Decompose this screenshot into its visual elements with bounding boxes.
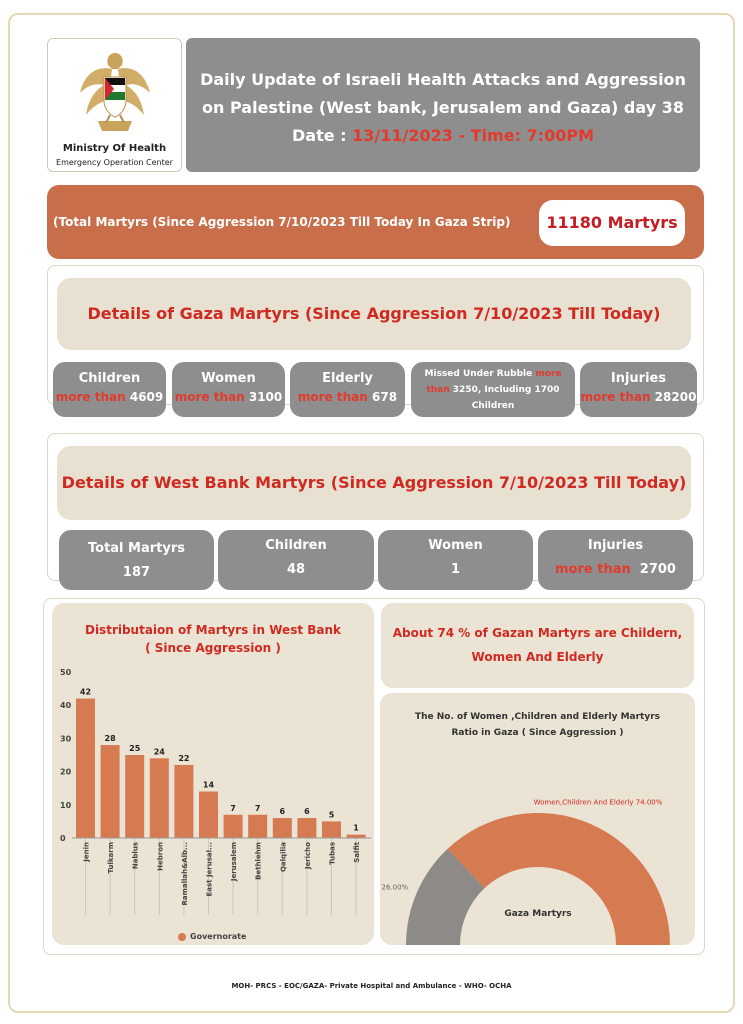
legend-label: Governorate [190, 932, 247, 941]
value-text: 28200 [654, 390, 697, 404]
donut-chart [380, 693, 695, 945]
bar-Jericho [297, 818, 316, 838]
bar-value-label: 24 [153, 747, 165, 757]
report-header [186, 38, 700, 172]
bar-chart-title-line: Distributaion of Martyrs in West Bank [84, 623, 342, 637]
bar-value-label: 5 [328, 810, 335, 820]
ministry-logo [47, 38, 182, 172]
date-value: 13/11/2023 - Time: 7:00PM [352, 126, 594, 145]
bar-value-label: 6 [304, 807, 310, 817]
donut-center-label: Gaza Martyrs [504, 909, 572, 919]
logo-title: Ministry Of Health [62, 143, 167, 154]
card-title: Elderly [322, 371, 373, 386]
gaza-card-rubble [411, 362, 575, 417]
rubble-line-2 [411, 382, 575, 398]
donut-slice-1 [448, 813, 670, 945]
ratio-callout [381, 603, 694, 688]
bar-value-label: 22 [178, 753, 190, 763]
more-than-text: more than [555, 562, 631, 577]
logo-subtitle: Emergency Operation Center [56, 158, 173, 167]
x-tick-label: Qalqilia [279, 842, 288, 873]
total-martyrs-value: 11180 Martyrs [539, 200, 685, 246]
bar-chart-subtitle: ( Since Aggression ) [145, 641, 281, 655]
y-tick-label: 50 [60, 668, 72, 677]
bar-chart-legend [178, 932, 246, 941]
total-martyrs-bar [47, 185, 704, 259]
card-value: 1 [450, 562, 461, 577]
wb-card-total [59, 530, 214, 590]
more-than-text: more than [55, 390, 126, 404]
bar-Qalqilia [273, 818, 292, 838]
rubble-line-3: Children [471, 401, 515, 411]
gaza-card-children [53, 362, 166, 417]
wb-card-women [378, 530, 533, 590]
date-prefix: Date : [292, 126, 353, 145]
rubble-than-text: than [426, 385, 450, 395]
bar-Tulkarm [101, 745, 120, 838]
more-than-text: more than [580, 390, 651, 404]
card-value: 187 [122, 565, 151, 580]
y-tick-label: 30 [60, 734, 72, 744]
donut-slice-label: 26.00% [381, 883, 409, 892]
header-line-1: Daily Update of Israeli Health Attacks and Aggression [200, 70, 686, 89]
x-tick-label: Jenin [82, 842, 91, 862]
bar-Nablus [125, 755, 144, 838]
westbank-title: Details of West Bank Martyrs (Since Aggression 7/10/2023 Till Today) [57, 446, 691, 520]
x-tick-label: Tubas [328, 842, 337, 865]
rubble-more-text: more [535, 369, 562, 379]
card-title: Injuries [610, 371, 667, 386]
donut-slice-label: Women,Children And Elderly 74.00% [533, 798, 663, 807]
card-title: Children [78, 371, 141, 386]
total-martyrs-label: (Total Martyrs (Since Aggression 7/10/2023 Till Today In Gaza Strip) [53, 215, 511, 229]
x-tick-label: Nablus [131, 842, 140, 870]
callout-line-1: About 74 % of Gazan Martyrs are Childern, [392, 626, 683, 640]
card-value [580, 390, 697, 404]
header-line-2: on Palestine (West bank, Jerusalem and Gaza) day 38 [202, 98, 684, 117]
x-tick-label: Tulkarm [107, 842, 116, 874]
callout-line-2: Women And Elderly [471, 650, 604, 664]
wb-card-children [218, 530, 374, 590]
x-tick-label: Salfit [353, 842, 362, 863]
rubble-line-1 [411, 366, 575, 382]
value-text: 4609 [129, 390, 164, 404]
card-title: Women [428, 538, 483, 553]
x-tick-label: Jericho [303, 842, 312, 870]
donut-title-line-1: The No. of Women ,Children and Elderly Martyrs [414, 712, 660, 722]
bar-value-label: 28 [104, 734, 116, 744]
card-value: 48 [286, 562, 306, 577]
bar-Ramallah&Alb... [174, 765, 193, 838]
more-than-text: more than [297, 390, 368, 404]
more-than-text: more than [174, 390, 245, 404]
bar-Bethlehm [248, 815, 267, 838]
donut-title-line-2: Ratio in Gaza ( Since Aggression ) [451, 728, 624, 738]
y-tick-label: 10 [60, 800, 72, 810]
y-tick-label: 20 [60, 767, 72, 777]
bar-value-label: 7 [230, 803, 236, 813]
y-tick-label: 0 [60, 834, 66, 843]
header-date [186, 122, 700, 150]
card-value [538, 558, 693, 582]
x-tick-label: Hebron [156, 842, 165, 871]
rubble-text: Missed Under Rubble [424, 369, 536, 379]
value-text: 678 [372, 390, 398, 404]
card-title: Injuries [587, 538, 644, 553]
bar-Tubas [322, 821, 341, 838]
bar-Jerusalem [224, 815, 243, 838]
bar-Hebron [150, 758, 169, 838]
eagle-emblem-icon [76, 45, 154, 141]
x-tick-label: Bethlehm [254, 842, 263, 880]
bar-Jenin [76, 699, 95, 838]
bar-East Jerusal... [199, 792, 218, 838]
wb-card-injuries [538, 530, 693, 590]
x-tick-label: Jerusalem [230, 842, 239, 882]
legend-dot-icon [178, 933, 186, 941]
bar-value-label: 1 [353, 823, 359, 833]
rubble-count-text: 3250, Including 1700 [449, 385, 560, 395]
card-title: Total Martyrs [88, 541, 185, 556]
bar-value-label: 14 [202, 780, 215, 790]
bar-chart [52, 603, 374, 945]
gaza-card-women [172, 362, 285, 417]
bar-value-label: 42 [79, 687, 92, 697]
value-text: 2700 [639, 562, 676, 577]
card-title: Women [201, 371, 256, 386]
card-value [290, 390, 405, 404]
gaza-title: Details of Gaza Martyrs (Since Aggression 7/10/2023 Till Today) [57, 278, 691, 350]
gaza-card-injuries [580, 362, 697, 417]
card-title: Children [265, 538, 327, 553]
y-tick-label: 40 [60, 701, 72, 711]
value-text: 3100 [248, 390, 283, 404]
bar-value-label: 6 [279, 807, 286, 817]
bar-value-label: 7 [254, 803, 261, 813]
x-tick-label: Ramallah&Alb... [180, 842, 189, 906]
gaza-card-elderly [290, 362, 405, 417]
card-value [53, 390, 166, 404]
sources-footer: MOH- PRCS - EOC/GAZA- Private Hospital and Ambulance - WHO- OCHA [231, 982, 512, 990]
bar-value-label: 25 [129, 744, 141, 753]
card-value [172, 390, 285, 404]
x-tick-label: East Jerusal... [205, 842, 214, 897]
